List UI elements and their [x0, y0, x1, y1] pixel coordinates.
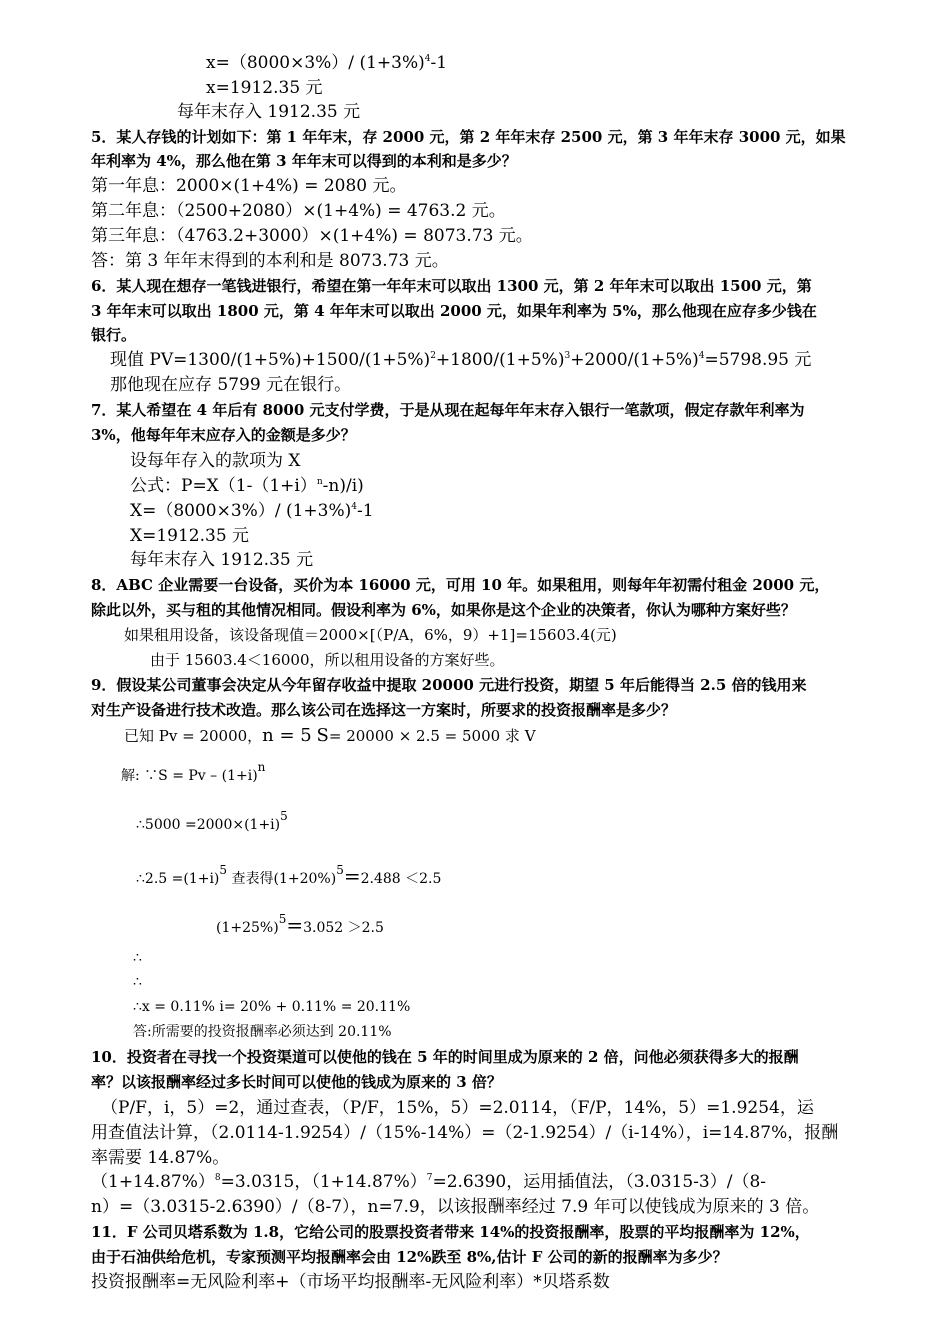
question-11-line-2: 由于石油供给危机，专家预测平均报酬率会由 12%跌至 8%,估计 F 公司的新的报酬率为多少？ [91, 1248, 728, 1266]
answer-9-step-4: ∴x = 0.11% i= 20% + 0.11% = 20.11% [133, 999, 411, 1015]
answer-5-line-2: 第二年息：（2500+2080）×(1+4%) = 4763.2 元。 [91, 201, 506, 221]
answer-5-line-4: 答：第 3 年年末得到的本利和是 8073.73 元。 [91, 251, 449, 271]
answer-10-line-3: 率需要 14.87%。 [91, 1148, 230, 1168]
question-6-line-1: 6．某人现在想存一笔钱进银行，希望在第一年年末可以取出 1300 元，第 2 年年末可以取出 1500 元，第 [91, 277, 812, 295]
answer-line: 每年末存入 1912.35 元 [177, 102, 361, 122]
question-10-line-2: 率？以该报酬率经过多长时间可以使他的钱成为原来的 3 倍？ [91, 1073, 502, 1091]
answer-10-line-2: 用查值法计算，（2.0114-1.9254）/（15%-14%）=（2-1.9254）/（i-14%），i=14.87%，报酬 [91, 1123, 839, 1143]
question-8-line-2: 除此以外，买与租的其他情况相同。假设利率为 6%，如果你是这个企业的决策者，你认为哪种方案好些？ [91, 601, 796, 619]
therefore-mark: ∴ [133, 974, 142, 990]
answer-9-conclusion: 答:所需要的投资报酬率必须达到 20.11% [133, 1024, 392, 1040]
answer-9-given: 已知 Pv = 20000，n = 5 S= 20000 × 2.5 = 5000 求 V [124, 725, 536, 746]
question-6-line-2: 3 年年末可以取出 1800 元，第 4 年年末可以取出 2000 元，如果年利率为 5%，那么他现在应存多少钱在 [91, 302, 817, 320]
formula-line: x=（8000×3%）/ $(1+3\%)^4-1$ [206, 53, 448, 73]
answer-9-step-2: ∴2.5 $=(1+i)^5$ 查表得$(1+20\%)^5=2.488 <2.5$ [136, 863, 442, 888]
answer-5-line-3: 第三年息：（4763.2+3000）×(1+4%) = 8073.73 元。 [91, 226, 533, 246]
question-11-line-1: 11．F 公司贝塔系数为 1.8，它给公司的股票投资者带来 14%的投资报酬率，股票的平均报酬率为 12%， [91, 1223, 810, 1241]
answer-10-line-5: n）=（3.0315-2.6390）/（8-7），n=7.9，以该报酬率经过 7.9 年可以使钱成为原来的 3 倍。 [91, 1197, 820, 1217]
question-9-line-2: 对生产设备进行技术改造。那么该公司在选择这一方案时，所要求的投资报酬率是多少？ [91, 701, 677, 719]
question-9-line-1: 9．假设某公司董事会决定从今年留存收益中提取 20000 元进行投资，期望 5 年后能得当 2.5 倍的钱用来 [91, 676, 807, 694]
answer-9-step-3: $(1+25\%)^5=3.052 >2.5$ [216, 912, 384, 937]
answer-9-step-1: ∴5000 $=2000\times(1+i)^5$ [136, 809, 288, 833]
answer-7-line-2: 公式：$P=X(1-(1+i)^n-n)/i$) [130, 476, 364, 496]
question-8-line-1: 8．ABC 企业需要一台设备，买价为本 16000 元，可用 10 年。如果租用，则每年年初需付租金 2000 元， [91, 576, 830, 594]
answer-7-line-1: 设每年存入的款项为 X [130, 451, 301, 471]
answer-7-line-3: X=（8000×3%）/ $(1+3\%)^4-1$ [130, 501, 374, 521]
result-line: x=1912.35 元 [206, 78, 323, 98]
answer-6-line-1: 现值 $PV=1300/(1+5\%)+1500/(1+5\%)^2+1800/(1+5\%)^3+2000/(1+5\%)^4=5798.95$ 元 [110, 350, 812, 370]
question-5-line-2: 年利率为 4%，那么他在第 3 年年末可以得到的本利和是多少？ [91, 152, 517, 170]
question-6-line-3: 银行。 [91, 326, 137, 344]
answer-5-line-1: 第一年息：2000×(1+4%) = 2080 元。 [91, 176, 407, 196]
answer-9-solve: 解: ∵S = $Pv - (1+i)^n$ [121, 760, 266, 784]
answer-7-line-5: 每年末存入 1912.35 元 [130, 550, 314, 570]
answer-10-line-4: $(1+14.87\%)^8=3.0315$，$(1+14.87\%)^7=2.6390$，运用插值法，（3.0315-3）/（8- [91, 1172, 767, 1192]
answer-11-line-1: 投资报酬率=无风险利率+（市场平均报酬率-无风险利率）*贝塔系数 [91, 1272, 610, 1292]
answer-8-line-1: 如果租用设备，该设备现值＝2000×[（P/A，6%，9）+1]=15603.4(元) [124, 626, 617, 644]
answer-8-line-2: 由于 15603.4＜16000，所以租用设备的方案好些。 [150, 651, 505, 669]
answer-10-line-1: （P/F，i，5）=2，通过查表，（P/F，15%，5）=2.0114，（F/P，14%，5）=1.9254，运 [101, 1098, 814, 1118]
question-10-line-1: 10．投资者在寻找一个投资渠道可以使他的钱在 5 年的时间里成为原来的 2 倍，问他必须获得多大的报酬 [91, 1048, 799, 1066]
therefore-mark: ∴ [133, 950, 142, 966]
question-7-line-1: 7．某人希望在 4 年后有 8000 元支付学费，于是从现在起每年年末存入银行一笔款项，假定存款年利率为 [91, 401, 805, 419]
answer-6-line-2: 那他现在应存 5799 元在银行。 [110, 375, 352, 395]
answer-7-line-4: X=1912.35 元 [130, 526, 250, 546]
question-7-line-2: 3%，他每年年末应存入的金额是多少？ [91, 426, 356, 444]
question-5-line-1: 5．某人存钱的计划如下：第 1 年年末，存 2000 元，第 2 年年末存 2500 元，第 3 年年末存 3000 元，如果 [91, 128, 846, 146]
